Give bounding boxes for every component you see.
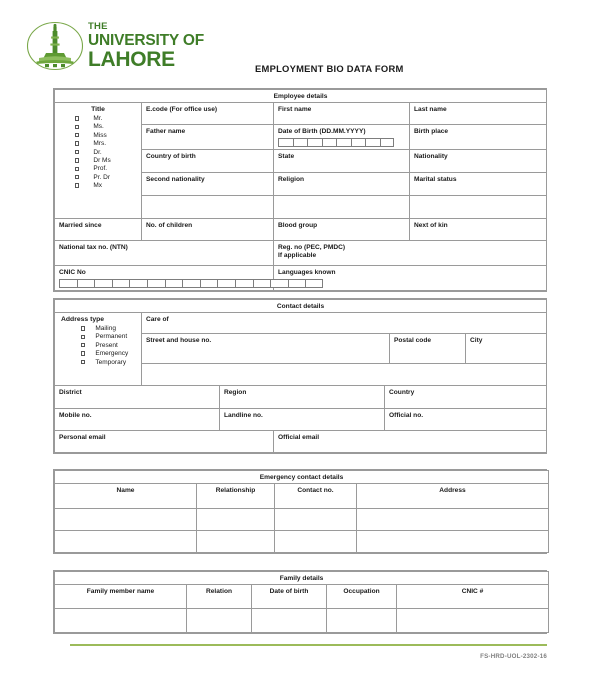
address-type-option-emergency[interactable] <box>59 350 137 357</box>
footer-document-code: FS-HRD-UOL-2302-16 <box>480 653 547 660</box>
column-header-relation: Relation <box>187 585 252 609</box>
title-option-label: Prof. <box>93 165 108 173</box>
field-region[interactable] <box>220 386 385 408</box>
contact-details-heading: Contact details <box>55 300 547 313</box>
address-type-option-label: Temporary <box>95 358 127 366</box>
field-label: Next of kin <box>414 221 448 229</box>
field-second-nationality[interactable] <box>142 172 274 195</box>
logo-line-lahore: LAHORE <box>88 48 175 71</box>
char-box[interactable] <box>94 279 112 288</box>
field-label: Country of birth <box>146 152 196 160</box>
title-option-label: Ms. <box>93 123 104 131</box>
field-religion[interactable] <box>274 172 410 195</box>
column-header-date-of-birth: Date of birth <box>252 585 327 609</box>
cell-relationship[interactable] <box>197 531 275 553</box>
employee-details-section <box>53 88 547 292</box>
field-national-tax-no[interactable] <box>55 241 274 266</box>
field-label: Street and house no. <box>146 337 212 345</box>
address-type-option-label: Mailing <box>95 325 116 332</box>
char-box[interactable] <box>322 138 337 147</box>
char-box[interactable] <box>380 138 395 147</box>
table-row[interactable] <box>55 609 549 633</box>
column-header-relationship: Relationship <box>197 484 275 509</box>
field-date-of-birth[interactable] <box>274 125 410 150</box>
field-birth-place[interactable] <box>410 125 547 150</box>
char-box[interactable] <box>351 138 366 147</box>
title-option-label: Mr. <box>93 115 103 122</box>
title-option-label: Dr Ms <box>93 156 111 164</box>
title-option-label: Dr. <box>93 148 102 156</box>
checkbox-icon[interactable] <box>81 326 85 330</box>
cell-name[interactable] <box>55 531 197 553</box>
column-header-occupation: Occupation <box>327 585 397 609</box>
field-state[interactable] <box>274 149 410 172</box>
title-option-label: Pr. Dr <box>93 173 111 181</box>
char-box[interactable] <box>147 279 165 288</box>
title-option-dr[interactable] <box>59 149 137 156</box>
field-label: First name <box>278 106 312 113</box>
field-label-secondary: If applicable <box>278 252 317 259</box>
char-box[interactable] <box>270 279 288 288</box>
address-type-label: Address type <box>61 316 105 323</box>
field-postal-code[interactable] <box>390 334 466 363</box>
field-label: Personal email <box>59 433 106 441</box>
checkbox-icon[interactable] <box>75 183 79 187</box>
logo-line-university: UNIVERSITY OF <box>88 31 204 49</box>
field-label: Landline no. <box>224 411 263 419</box>
field-married-since[interactable] <box>55 219 142 241</box>
field-label: National tax no. (NTN) <box>59 244 128 251</box>
logo-line-the: THE <box>88 21 108 32</box>
title-option-mx[interactable] <box>59 182 137 189</box>
field-label: Second nationality <box>146 175 205 183</box>
field-nationality[interactable] <box>410 149 547 172</box>
contact-details-section <box>53 298 547 454</box>
field-label: No. of children <box>146 221 193 229</box>
university-logo <box>26 21 204 71</box>
checkbox-icon[interactable] <box>75 167 79 171</box>
field-official-no[interactable] <box>385 408 547 430</box>
field-care-of[interactable] <box>142 313 547 334</box>
char-box[interactable] <box>305 279 323 288</box>
employee-details-heading: Employee details <box>55 90 547 103</box>
address-type-option-permanent[interactable] <box>59 333 137 340</box>
title-option-mrs[interactable] <box>59 140 137 147</box>
minaret-oval-logo-icon <box>26 21 84 71</box>
field-ecode[interactable] <box>142 103 274 125</box>
title-option-group <box>55 103 142 219</box>
cnic-character-boxes[interactable] <box>59 279 269 288</box>
title-option-miss[interactable] <box>59 132 137 139</box>
field-official-email[interactable] <box>274 431 547 453</box>
title-option-dr-ms[interactable] <box>59 157 137 164</box>
field-label: CNIC No <box>59 269 86 276</box>
address-type-option-group <box>55 313 142 386</box>
title-option-mr[interactable] <box>59 115 137 122</box>
cell-address[interactable] <box>357 509 549 531</box>
char-box[interactable] <box>182 279 200 288</box>
field-label: Country <box>389 389 415 396</box>
char-box[interactable] <box>336 138 351 147</box>
university-wordmark <box>88 22 204 70</box>
address-type-option-temporary[interactable] <box>59 359 137 366</box>
field-mobile-no[interactable] <box>55 408 220 430</box>
checkbox-icon[interactable] <box>81 360 85 364</box>
cell-contact-no[interactable] <box>275 509 357 531</box>
field-city[interactable] <box>466 334 547 363</box>
field-blood-group[interactable] <box>274 219 410 241</box>
field-last-name[interactable] <box>410 103 547 125</box>
address-type-option-label: Permanent <box>95 333 128 341</box>
title-option-label: Miss <box>93 131 107 139</box>
column-header-family-member-name: Family member name <box>55 585 187 609</box>
checkbox-icon[interactable] <box>75 116 79 120</box>
field-father-name[interactable] <box>142 125 274 150</box>
title-option-prof[interactable] <box>59 165 137 172</box>
address-type-option-label: Present <box>95 341 118 349</box>
family-details-section <box>53 570 547 634</box>
footer-divider <box>70 644 547 646</box>
family-details-heading: Family details <box>55 572 549 585</box>
emergency-contact-details-section <box>53 469 547 554</box>
title-option-label: Mrs. <box>93 140 107 148</box>
field-district[interactable] <box>55 386 220 408</box>
title-group-label: Title <box>91 106 105 113</box>
char-box[interactable] <box>278 138 293 147</box>
char-box[interactable] <box>288 279 306 288</box>
checkbox-icon[interactable] <box>75 141 79 145</box>
contact-details-lower-grid <box>54 386 547 431</box>
field-label: Nationality <box>414 152 448 160</box>
address-type-option-label: Emergency <box>95 350 129 358</box>
page-title: EMPLOYMENT BIO DATA FORM <box>255 63 404 74</box>
field-street-and-house-no[interactable] <box>142 334 390 363</box>
char-box[interactable] <box>235 279 253 288</box>
field-label: Region <box>224 389 247 396</box>
table-row[interactable] <box>55 509 549 531</box>
address-continuation-cell[interactable] <box>142 363 547 385</box>
field-label: Mobile no. <box>59 411 92 419</box>
contact-email-grid <box>54 431 547 454</box>
page-header <box>0 0 600 88</box>
column-header-contact-no: Contact no. <box>275 484 357 509</box>
emergency-contact-heading: Emergency contact details <box>55 471 549 484</box>
field-label: Reg. no (PEC, PMDC) <box>278 244 346 251</box>
char-box[interactable] <box>129 279 147 288</box>
field-country-of-birth[interactable] <box>142 149 274 172</box>
field-label: Care of <box>146 316 169 323</box>
cell-contact-no[interactable] <box>275 531 357 553</box>
checkbox-icon[interactable] <box>81 343 85 347</box>
char-box[interactable] <box>165 279 183 288</box>
checkbox-icon[interactable] <box>75 175 79 179</box>
field-reg-no[interactable] <box>274 241 547 266</box>
checkbox-icon[interactable] <box>75 158 79 162</box>
field-no-of-children[interactable] <box>142 219 274 241</box>
char-box[interactable] <box>77 279 95 288</box>
checkbox-icon[interactable] <box>75 150 79 154</box>
table-row[interactable] <box>55 531 549 553</box>
field-label: District <box>59 389 82 396</box>
cell-date-of-birth[interactable] <box>252 609 327 633</box>
field-label: Religion <box>278 175 305 183</box>
address-type-option-mailing[interactable] <box>59 325 137 332</box>
char-box[interactable] <box>59 279 77 288</box>
field-next-of-kin[interactable] <box>410 219 547 241</box>
field-label: City <box>470 337 483 345</box>
spacer-cell <box>410 195 547 218</box>
field-landline-no[interactable] <box>220 408 385 430</box>
title-option-label: Mx <box>93 182 103 190</box>
field-label: E.code (For office use) <box>146 106 218 113</box>
field-marital-status[interactable] <box>410 172 547 195</box>
cell-relationship[interactable] <box>197 509 275 531</box>
field-first-name[interactable] <box>274 103 410 125</box>
field-personal-email[interactable] <box>55 431 274 453</box>
checkbox-icon[interactable] <box>81 351 85 355</box>
field-label: State <box>278 152 295 160</box>
field-label: Postal code <box>394 337 432 345</box>
cell-name[interactable] <box>55 509 197 531</box>
address-type-option-present[interactable] <box>59 342 137 349</box>
field-label: Official no. <box>389 411 424 419</box>
column-header-name: Name <box>55 484 197 509</box>
title-option-ms[interactable] <box>59 123 137 130</box>
char-box[interactable] <box>200 279 218 288</box>
cell-family-member-name[interactable] <box>55 609 187 633</box>
field-label: Official email <box>278 433 320 441</box>
field-label: Birth place <box>414 128 449 135</box>
char-box[interactable] <box>365 138 380 147</box>
field-country[interactable] <box>385 386 547 408</box>
spacer-cell <box>274 195 410 218</box>
column-header-cnic: CNIC # <box>397 585 549 609</box>
cell-address[interactable] <box>357 531 549 553</box>
dob-character-boxes[interactable] <box>278 138 405 147</box>
spacer-cell <box>142 195 274 218</box>
char-box[interactable] <box>112 279 130 288</box>
title-option-pr-dr[interactable] <box>59 174 137 181</box>
char-box[interactable] <box>217 279 235 288</box>
cell-cnic[interactable] <box>397 609 549 633</box>
field-label: Last name <box>414 106 447 113</box>
char-box[interactable] <box>293 138 308 147</box>
field-label: Father name <box>146 128 186 135</box>
column-header-address: Address <box>357 484 549 509</box>
employee-details-lower-grid <box>54 219 547 291</box>
field-cnic-no[interactable] <box>55 266 274 291</box>
checkbox-icon[interactable] <box>75 133 79 137</box>
field-label: Languages known <box>278 269 336 276</box>
cell-relation[interactable] <box>187 609 252 633</box>
field-label: Married since <box>59 221 102 229</box>
checkbox-icon[interactable] <box>81 335 85 339</box>
checkbox-icon[interactable] <box>75 125 79 129</box>
field-label: Blood group <box>278 221 318 229</box>
char-box[interactable] <box>307 138 322 147</box>
cell-occupation[interactable] <box>327 609 397 633</box>
field-label: Marital status <box>414 175 457 183</box>
field-label: Date of Birth (DD.MM.YYYY) <box>278 128 366 135</box>
char-box[interactable] <box>253 279 271 288</box>
